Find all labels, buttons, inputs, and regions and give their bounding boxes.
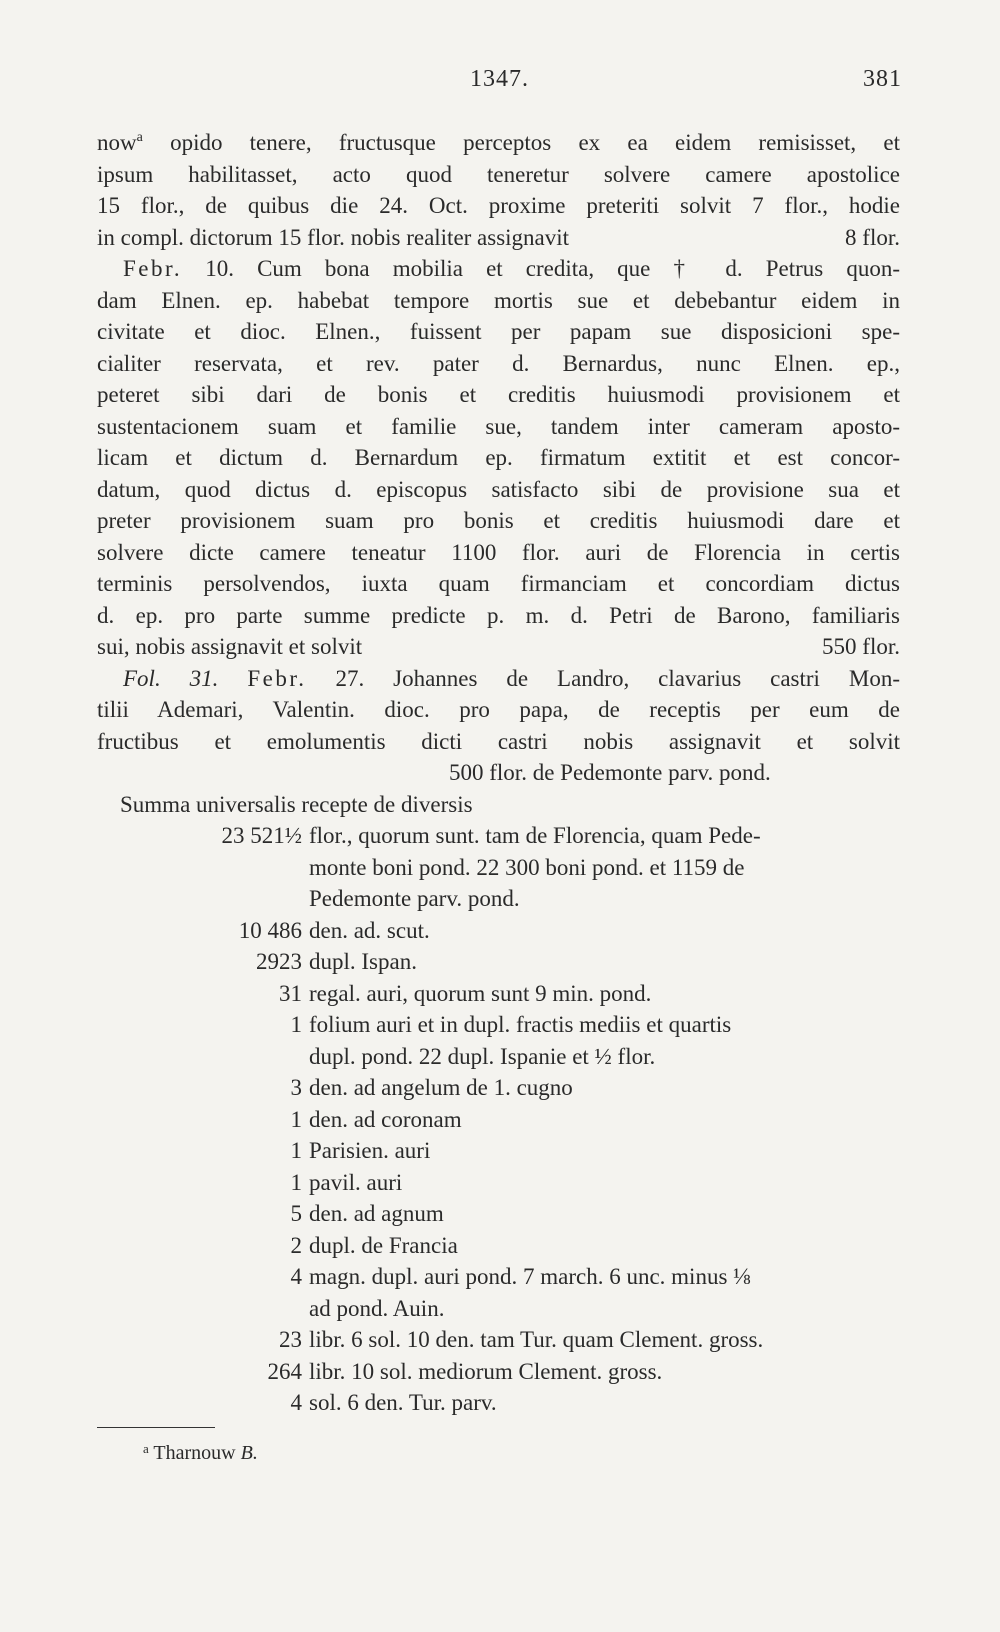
summa-entry-number: 3 (290, 1075, 302, 1100)
summa-entry (97, 1387, 900, 1419)
summa-entry (97, 1230, 900, 1262)
summa-entry-text: sol. 6 den. Tur. parv. (309, 1390, 497, 1415)
summa-entry-text: den. ad angelum de 1. cugno (309, 1075, 573, 1100)
page-number: 381 (863, 66, 902, 92)
summa-entry-number: 4 (290, 1390, 302, 1415)
summa-entry-number: 4 (290, 1264, 302, 1289)
paragraph-2 (97, 253, 900, 663)
footnote (143, 1442, 258, 1465)
summa-entry-number: 23 521½ (221, 823, 302, 848)
summa-entry-text: folium auri et in dupl. fractis mediis et quartis (309, 1012, 732, 1037)
summa-entry-text: pavil. auri (309, 1169, 403, 1195)
text-fragment: 27. Johannes de Landro, clavarius castri Mon- (335, 665, 900, 691)
text-line: ipsum habilitasset, acto quod teneretur solvere camere apostolice (97, 161, 900, 187)
summa-entry-number: 264 (267, 1358, 302, 1384)
text-line (97, 127, 900, 159)
text-line: civitate et dioc. Elnen., fuissent per papam sue disposicioni spe- (97, 319, 900, 344)
summa-entry (97, 1261, 900, 1293)
summa-entry (97, 1324, 900, 1356)
summa-entry (97, 1072, 900, 1104)
summa-entry-number: 23 (279, 1327, 302, 1352)
amount: 500 flor. de Pedemonte parv. pond. (449, 760, 771, 785)
summa-entry-number: 2923 (256, 949, 302, 974)
folio-reference: Fol. 31. (123, 665, 219, 691)
summa-entry-continuation: ad pond. Auin. (309, 1295, 445, 1321)
footnote-rule (97, 1427, 215, 1428)
text-line: sustentacionem suam et familie sue, tandem inter cameram aposto- (97, 413, 900, 439)
text-line: peteret sibi dari de bonis et creditis huiusmodi provisionem et (97, 382, 900, 407)
text-line-with-amount (97, 631, 900, 663)
text-line: preter provisionem suam pro bonis et creditis huiusmodi dare et (97, 508, 900, 533)
text-line: 15 flor., de quibus die 24. Oct. proxime preteriti solvit 7 flor., hodie (97, 193, 900, 218)
summa-list (97, 820, 900, 1419)
summa-entry (97, 946, 900, 978)
summa-entry-text: den. ad agnum (309, 1201, 444, 1226)
summa-entry-text: den. ad coronam (309, 1106, 462, 1132)
summa-entry-text: Parisien. auri (309, 1138, 431, 1163)
summa-entry-number: 1 (290, 1169, 302, 1195)
summa-section (97, 789, 900, 1419)
text-line-with-amount (97, 222, 900, 254)
footnote-marker: a (143, 1441, 149, 1456)
summa-entry-text: magn. dupl. auri pond. 7 march. 6 unc. minus ⅛ (309, 1264, 751, 1289)
summa-entry (97, 1104, 900, 1136)
text-line: datum, quod dictus d. episcopus satisfacto sibi de provisione sua et (97, 476, 900, 502)
summa-entry-number: 31 (279, 980, 302, 1006)
amount: 550 flor. (822, 634, 900, 659)
summa-entry (97, 1167, 900, 1199)
summa-entry-number: 1 (290, 1012, 302, 1037)
summa-entry-text: flor., quorum sunt. tam de Florencia, quam Pede- (309, 823, 761, 848)
summa-heading: Summa universalis recepte de diversis (120, 791, 473, 817)
summa-entry-continuation: dupl. pond. 22 dupl. Ispanie et ½ flor. (309, 1043, 656, 1069)
summa-entry-number: 5 (290, 1201, 302, 1226)
summa-entry-text: dupl. de Francia (309, 1232, 458, 1258)
summa-entry-number: 10 486 (238, 917, 302, 943)
summa-entry-continuation: Pedemonte parv. pond. (309, 886, 520, 911)
summa-entry-text: regal. auri, quorum sunt 9 min. pond. (309, 980, 652, 1006)
entry-date: Febr. (123, 256, 183, 281)
summa-entry (97, 820, 900, 852)
summa-entry-text: libr. 10 sol. mediorum Clement. gross. (309, 1358, 663, 1384)
text-line: d. ep. pro parte summe predicte p. m. d. Petri de Barono, familiaris (97, 602, 900, 628)
text-line: cialiter reservata, et rev. pater d. Bernardus, nunc Elnen. ep., (97, 350, 900, 376)
text-line: fructibus et emolumentis dicti castri nobis assignavit et solvit (97, 728, 900, 754)
summa-entry-text: den. ad. scut. (309, 917, 430, 943)
summa-entry (97, 1135, 900, 1167)
summa-entry-number: 1 (290, 1138, 302, 1163)
footnote-text: Tharnouw (153, 1442, 236, 1464)
text-line: tilii Ademari, Valentin. dioc. pro papa, de receptis per eum de (97, 697, 900, 722)
text-fragment: 10. Cum bona mobilia et credita, que † d. Petrus quon- (205, 256, 900, 281)
entry-date: Febr. (247, 665, 307, 691)
summa-entry-continuation: monte boni pond. 22 300 boni pond. et 1159 de (309, 854, 745, 880)
running-header (0, 66, 1000, 102)
text-line: terminis persolvendos, iuxta quam firmanciam et concordiam dictus (97, 571, 900, 596)
summa-entry (97, 1198, 900, 1230)
summa-entry-text: libr. 6 sol. 10 den. tam Tur. quam Clement. gross. (309, 1327, 764, 1352)
text-line: dam Elnen. ep. habebat tempore mortis sue et debebantur eidem in (97, 287, 900, 313)
summa-entry (97, 1356, 900, 1388)
summa-entry-number: 2 (290, 1232, 302, 1258)
summa-entry (97, 915, 900, 947)
summa-entry-number: 1 (290, 1106, 302, 1132)
summa-entry-text: dupl. Ispan. (309, 949, 417, 974)
header-year: 1347. (470, 66, 529, 92)
text-line: in compl. dictorum 15 flor. nobis realiter assignavit (97, 224, 570, 250)
summa-entry (97, 978, 900, 1010)
text-line (97, 253, 900, 285)
paragraph-3 (97, 663, 900, 789)
text-line (97, 663, 900, 695)
paragraph-1 (97, 127, 900, 253)
page-body (97, 127, 900, 1419)
text-line: sui, nobis assignavit et solvit (97, 634, 363, 659)
text-fragment: now$^a$ opido tenere, fructusque perceptos ex ea eidem remisisset, et (97, 130, 900, 155)
footnote-source: B. (240, 1442, 258, 1464)
summa-entry (97, 1009, 900, 1041)
text-line: solvere dicte camere teneatur 1100 flor. auri de Florencia in certis (97, 539, 900, 565)
text-line: licam et dictum d. Bernardum ep. firmatum extitit et est concor- (97, 445, 900, 470)
amount: 8 flor. (845, 224, 900, 250)
